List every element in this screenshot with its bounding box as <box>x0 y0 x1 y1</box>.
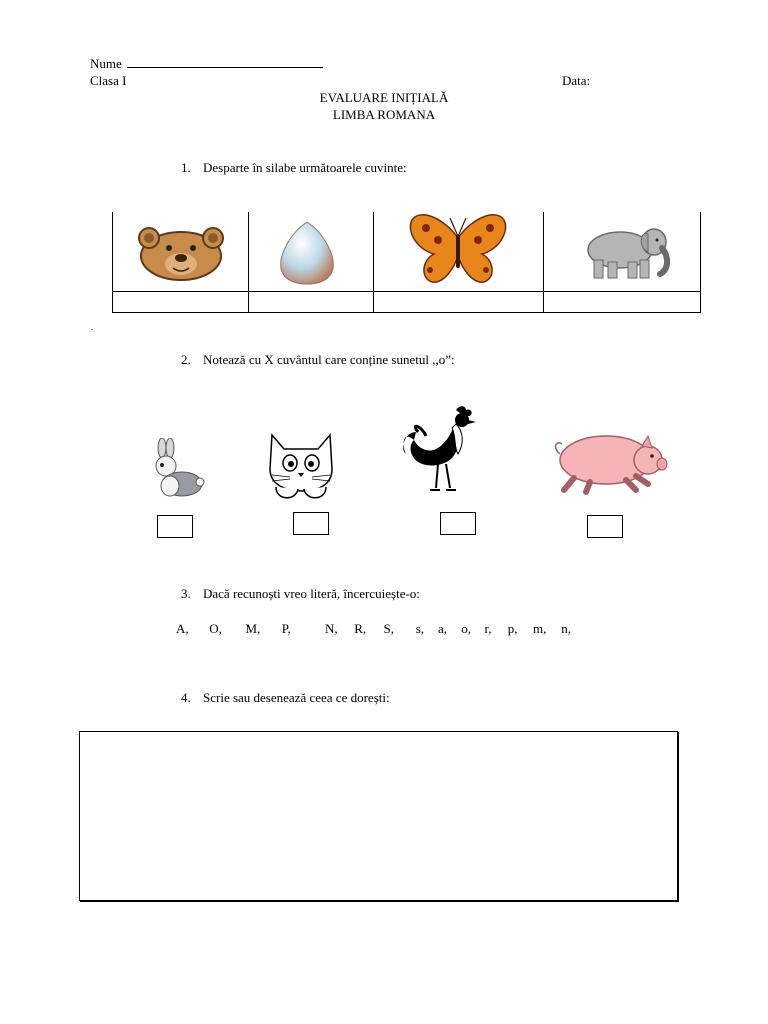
letter[interactable]: r, <box>484 621 492 636</box>
letter[interactable]: M, <box>245 621 261 636</box>
page-title: EVALUARE INIȚIALĂ <box>319 90 449 105</box>
rabbit-icon <box>148 438 206 500</box>
letter[interactable]: N, <box>325 621 338 636</box>
question-2: 2. Notează cu X cuvântul care conține sunetul ,,o”: <box>181 352 455 367</box>
page-subtitle: LIMBA ROMANA <box>332 107 436 122</box>
butterfly-icon <box>374 212 543 291</box>
question-4: 4. Scrie sau desenează ceea ce dorești: <box>181 690 390 705</box>
letter[interactable]: p, <box>507 621 518 636</box>
letter[interactable]: o, <box>461 621 471 636</box>
letter[interactable]: R, <box>354 621 367 636</box>
letter[interactable]: O, <box>209 621 222 636</box>
letter[interactable]: s, <box>415 621 425 636</box>
rooster-icon <box>400 402 484 498</box>
bear-icon <box>113 212 248 291</box>
answer-box-rooster[interactable] <box>440 512 476 535</box>
cell-elephant <box>544 212 701 292</box>
answer-cell-1[interactable] <box>113 292 249 313</box>
syllable-table <box>112 212 701 313</box>
egg-icon <box>249 212 373 291</box>
answer-cell-3[interactable] <box>374 292 544 313</box>
cell-bear <box>113 212 249 292</box>
elephant-icon <box>544 212 700 291</box>
stray-mark: . <box>91 322 94 332</box>
question-1: 1. Desparte în silabe următoarele cuvinte: <box>181 160 407 175</box>
cell-egg <box>249 212 374 292</box>
question-3: 3. Dacă recunoști vreo literă, încercuiește-o: <box>181 586 420 601</box>
name-blank[interactable] <box>127 56 323 68</box>
letters-row <box>176 621 571 637</box>
letter[interactable]: P, <box>281 621 291 636</box>
letter[interactable]: m, <box>533 621 547 636</box>
answer-box-pig[interactable] <box>587 515 623 538</box>
letter[interactable]: A, <box>176 621 189 636</box>
date-label: Data: <box>562 73 591 88</box>
class-label: Clasa I <box>90 73 127 88</box>
letter[interactable]: n, <box>561 621 571 636</box>
answer-cell-4[interactable] <box>544 292 701 313</box>
answer-box-rabbit[interactable] <box>157 515 193 538</box>
name-line <box>90 56 323 72</box>
answer-box-cat[interactable] <box>293 512 329 535</box>
answer-cell-2[interactable] <box>249 292 374 313</box>
letter[interactable]: a, <box>438 621 448 636</box>
letter[interactable]: S, <box>383 621 394 636</box>
name-label: Nume <box>90 56 122 71</box>
cat-icon <box>262 425 340 501</box>
cell-butterfly <box>374 212 544 292</box>
pig-icon <box>550 424 670 496</box>
drawing-area[interactable] <box>79 731 678 901</box>
